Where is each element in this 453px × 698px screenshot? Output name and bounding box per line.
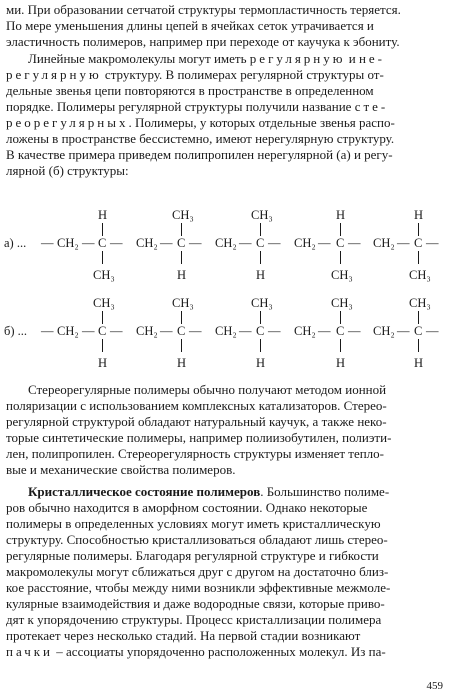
- substituent-bottom: H: [98, 356, 108, 370]
- text-line: полимеры в определенных условиях могут иметь кристаллическую: [6, 516, 381, 531]
- ch2-group: CH₂: [373, 236, 395, 250]
- substituent-bottom: H: [177, 268, 187, 282]
- substituent-top: CH₃: [409, 296, 431, 310]
- text-line: структуру. Способностью кристаллизоваться обладают лишь стерео-: [6, 532, 388, 547]
- ch2-group: CH₂: [136, 236, 158, 250]
- text-line: дят к упорядочению структуры. Процесс кристаллизации полимера: [6, 612, 382, 627]
- chain-dash: —: [348, 236, 361, 250]
- substituent-top: H: [336, 208, 346, 222]
- substituent-bottom: H: [336, 356, 346, 370]
- substituent-bottom: H: [177, 356, 187, 370]
- text-fragment: и: [345, 51, 359, 66]
- substituent-bottom: CH₃: [409, 268, 431, 282]
- substituent-bottom: H: [414, 356, 424, 370]
- formula-a-irregular: [0, 198, 453, 288]
- chain-dash: —: [397, 236, 410, 250]
- chain-dash: —: [82, 324, 95, 338]
- text-line: макромолекулы могут сближаться друг с другом на достаточно близ-: [6, 564, 389, 579]
- chain-end-dash: —: [426, 236, 439, 250]
- text-line: [6, 484, 443, 500]
- paragraph-intro: [6, 2, 443, 50]
- substituent-top: CH₃: [172, 296, 194, 310]
- text-line: [6, 115, 443, 131]
- text-fragment: порядке. Полимеры регулярной структуры получили название: [6, 99, 355, 114]
- chain-dash: —: [110, 324, 123, 338]
- chain-dash: —: [318, 324, 331, 338]
- substituent-top: CH₃: [331, 296, 353, 310]
- chain-dash: —: [82, 236, 95, 250]
- text-line: дельные звенья цепи повторяются в пространстве в определенном: [6, 83, 374, 98]
- text-line: регулярные полимеры. Благодаря регулярной структуре и гибкости: [6, 548, 379, 563]
- text-line: [6, 644, 443, 660]
- spaced-term: пачки: [6, 644, 54, 659]
- paragraph-stereoregular: [6, 382, 443, 478]
- text-line: лен, полипропилен. Стереорегулярность структуры изменяет тепло-: [6, 446, 385, 461]
- text-line: ров обычно находится в аморфном состоянии. Однако некоторые: [6, 500, 368, 515]
- text-line: кое расстояние, чтобы между ними возникли эффективные межмоле-: [6, 580, 391, 595]
- paragraph-linear-macromolecules: [6, 51, 443, 179]
- formula-b-regular: [0, 288, 453, 378]
- chain-dash: —: [239, 236, 252, 250]
- paragraph-crystalline-state: [6, 484, 443, 660]
- ch2-group: CH₂: [136, 324, 158, 338]
- text-line: [6, 99, 443, 115]
- carbon-atom: C: [98, 236, 107, 250]
- text-line: [6, 51, 443, 67]
- chain-dash: —: [239, 324, 252, 338]
- text-line: лярной (б) структуры:: [6, 163, 129, 178]
- ch2-group: CH₂: [57, 236, 79, 250]
- text-line: эластичность полимеров, например при переходе от каучука к эбониту.: [6, 34, 400, 49]
- ch2-group: CH₂: [215, 324, 237, 338]
- text-fragment: . Полимеры, у которых отдельные звенья распо-: [128, 115, 395, 130]
- chain-dash: —: [397, 324, 410, 338]
- chain-dash: —: [348, 324, 361, 338]
- text-line: Стереорегулярные полимеры обычно получают методом ионной: [28, 382, 387, 397]
- carbon-atom: C: [414, 236, 423, 250]
- formula-label: б) ...: [4, 324, 28, 338]
- text-line: По мере уменьшения длины цепей в ячейках сеток утрачивается и: [6, 18, 374, 33]
- section-heading: Кристаллическое состояние полимеров: [28, 484, 261, 499]
- text-fragment: . Большинство полиме-: [260, 484, 390, 499]
- carbon-atom: C: [336, 324, 345, 338]
- text-line: вые и механические свойства полимеров.: [6, 462, 236, 477]
- ch2-group: CH₂: [215, 236, 237, 250]
- substituent-top: CH₃: [93, 296, 115, 310]
- carbon-atom: C: [177, 236, 186, 250]
- substituent-top: H: [414, 208, 424, 222]
- substituent-top: CH₃: [251, 296, 273, 310]
- text-line: регулярной структурой обладают натуральный каучук, а также неко-: [6, 414, 387, 429]
- chain-dash: —: [41, 236, 54, 250]
- carbon-atom: C: [98, 324, 107, 338]
- substituent-bottom: CH₃: [93, 268, 115, 282]
- chain-dash: —: [189, 236, 202, 250]
- spaced-term: не-: [358, 51, 385, 66]
- formula-label: а) ...: [4, 236, 27, 250]
- chain-dash: —: [160, 324, 173, 338]
- carbon-atom: C: [256, 324, 265, 338]
- substituent-top: CH₃: [172, 208, 194, 222]
- carbon-atom: C: [336, 236, 345, 250]
- text-line: протекает через несколько стадий. На первой стадии возникают: [6, 628, 361, 643]
- text-line: [6, 67, 443, 83]
- text-line: В качестве примера приведем полипропилен нерегулярной (а) и регу-: [6, 147, 393, 162]
- ch2-group: CH₂: [57, 324, 79, 338]
- text-line: кулярные взаимодействия и даже водородные связи, которые приво-: [6, 596, 385, 611]
- ch2-group: CH₂: [294, 236, 316, 250]
- carbon-atom: C: [414, 324, 423, 338]
- page-number: 459: [426, 680, 443, 692]
- substituent-bottom: H: [256, 268, 266, 282]
- ch2-group: CH₂: [294, 324, 316, 338]
- chain-end-dash: —: [426, 324, 439, 338]
- chain-dash: —: [160, 236, 173, 250]
- spaced-term: сте-: [354, 99, 389, 114]
- carbon-atom: C: [177, 324, 186, 338]
- substituent-bottom: CH₃: [331, 268, 353, 282]
- text-fragment: Линейные макромолекулы могут иметь: [28, 51, 250, 66]
- substituent-top: CH₃: [251, 208, 273, 222]
- chain-dash: —: [268, 324, 281, 338]
- text-line: ми. При образовании сетчатой структуры термопластичность теряется.: [6, 2, 401, 17]
- substituent-bottom: H: [256, 356, 266, 370]
- text-fragment: структуру. В полимерах регулярной структуры от-: [101, 67, 384, 82]
- chain-dash: —: [189, 324, 202, 338]
- chain-dash: —: [268, 236, 281, 250]
- text-line: торые синтетические полимеры, например полиизобутилен, полиэти-: [6, 430, 392, 445]
- spaced-term: реорегулярных: [6, 115, 129, 130]
- text-line: поляризации с использованием комплексных катализаторов. Стерео-: [6, 398, 387, 413]
- substituent-top: H: [98, 208, 108, 222]
- carbon-atom: C: [256, 236, 265, 250]
- chain-dash: —: [41, 324, 54, 338]
- spaced-term: регулярную: [6, 67, 102, 82]
- text-line: ложены в пространстве бессистемно, имеют нерегулярную структуру.: [6, 131, 395, 146]
- chain-dash: —: [110, 236, 123, 250]
- spaced-term: регулярную: [249, 51, 346, 66]
- text-fragment: – ассоциаты упорядоченно расположенных молекул. Из па-: [53, 644, 386, 659]
- chain-dash: —: [318, 236, 331, 250]
- ch2-group: CH₂: [373, 324, 395, 338]
